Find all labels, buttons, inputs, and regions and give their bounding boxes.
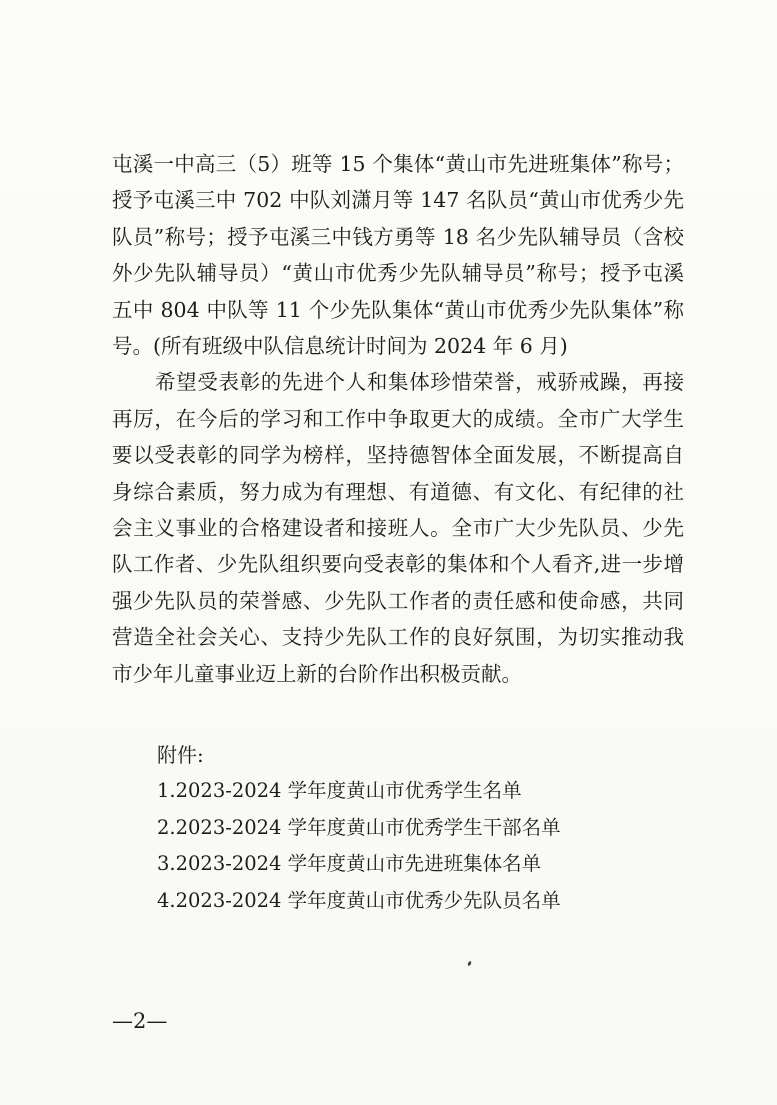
- paragraph-expectations: 希望受表彰的先进个人和集体珍惜荣誉，戒骄戒躁，再接再厉，在今后的学习和工作中争取更大的成绩。全市广大学生要以受表彰的同学为榜样，坚持德智体全面发展，不断提高自身综合素质，努力成为有理想、有道德、有文化、有纪律的社会主义事业的合格建设者和接班人。全市广大少先队员、少先队工作者、少先队组织要向受表彰的集体和个人看齐,进一步增强少先队员的荣誉感、少先队工作者的责任感和使命感，共同营造全社会关心、支持少先队工作的良好氛围，为切实推动我市少年儿童事业迈上新的台阶作出积极贡献。: [112, 370, 684, 686]
- page-number: —2—: [112, 1009, 168, 1033]
- attachment-item: 4.2023-2024 学年度黄山市优秀少先队员名单: [157, 888, 561, 912]
- paragraph-awards: 屯溪一中高三（5）班等 15 个集体“黄山市先进班集体”称号；授予屯溪三中 702 中队刘潇月等 147 名队员“黄山市优秀少先队员”称号；授予屯溪三中钱方勇等 18 名少先队辅导员（含校外少先队辅导员）“黄山市优秀少先队辅导员”称号；授予屯溪五中 804 中队等 11 个少先队集体“黄山市优秀少先队集体”称号。(所有班级中队信息统计时间为 2024 年 6 月): [112, 152, 684, 359]
- attachment-item: 3.2023-2024 学年度黄山市先进班集体名单: [157, 852, 542, 876]
- attachment-item: 1.2023-2024 学年度黄山市优秀学生名单: [157, 779, 522, 803]
- attachment-item: 2.2023-2024 学年度黄山市优秀学生干部名单: [157, 815, 561, 839]
- attachments-section: [157, 737, 677, 919]
- scan-speck: [467, 961, 472, 967]
- document-body: [112, 146, 684, 692]
- attachments-title: 附件:: [157, 743, 204, 767]
